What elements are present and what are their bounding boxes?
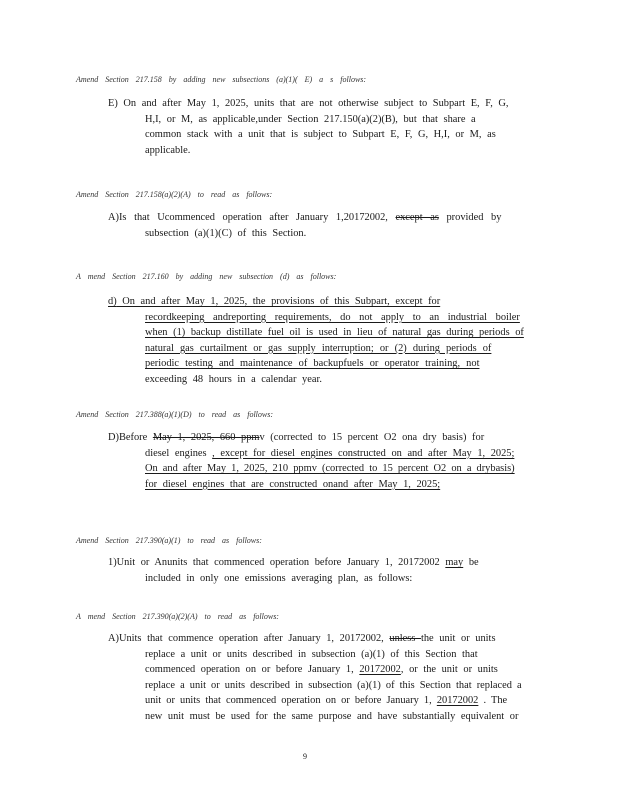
text-line — [145, 571, 479, 587]
inserted-text: On and after May 1, 2025, 210 ppmv (corrected to 15 percent O2 on a drybasis) — [145, 463, 515, 474]
text-line — [145, 112, 509, 128]
text-line — [145, 662, 522, 678]
text-line — [145, 356, 524, 372]
amendment-text-3 — [108, 294, 524, 387]
text-segment: v (corrected to 15 percent O2 ona dry basis) for — [259, 432, 485, 443]
amendment-text-2 — [108, 210, 501, 241]
text-segment: A)Units that commence operation after January 1, 20172002, — [108, 633, 390, 644]
text-line — [108, 96, 509, 112]
text-line — [145, 310, 524, 326]
amendment-text-1 — [108, 96, 509, 158]
text-line — [108, 631, 522, 647]
inserted-text: recordkeeping andreporting requirements, do not apply to an industrial boiler — [145, 311, 520, 323]
page-number: 9 — [303, 752, 307, 761]
text-segment: subsection (a)(1)(C) of this Section. — [145, 227, 307, 239]
text-segment: units that commenced operation before January 1, 20172002 — [167, 557, 446, 568]
text-line — [145, 341, 524, 357]
amendment-header-3: A mend Section 217.160 by adding new subsection (d) as follows: — [76, 272, 337, 281]
text-segment: diesel engines — [145, 447, 213, 459]
text-line — [145, 127, 509, 143]
inserted-text: may — [445, 557, 464, 568]
inserted-text: for diesel engines that are constructed onand after May 1, 2025; — [145, 478, 441, 490]
text-line — [145, 678, 522, 694]
text-segment: , or the unit or units — [400, 664, 498, 675]
text-segment: common stack with a unit that is subject to Subpart E, F, G, H,I, or M, as — [145, 129, 496, 140]
text-line — [145, 372, 524, 388]
deleted-text: May 1, 2025, 660 ppm — [152, 432, 260, 443]
text-line — [145, 143, 509, 159]
text-segment: applicable. — [145, 144, 191, 156]
text-segment: unit or units that commenced operation on or before January 1, — [145, 695, 437, 706]
deleted-text: unless — [389, 633, 421, 644]
amendment-text-4 — [108, 430, 515, 492]
inserted-text: , except for diesel engines constructed on and after May 1, 2025; — [212, 447, 515, 459]
text-line — [145, 461, 515, 477]
text-line — [108, 210, 501, 226]
text-line — [145, 709, 522, 725]
text-line — [145, 446, 515, 462]
text-line — [108, 294, 524, 310]
text-segment: provided by — [438, 212, 502, 223]
text-segment: D)Before — [108, 432, 153, 443]
text-segment: replace a unit or units described in subsection (a)(1) of this Section that — [145, 648, 478, 660]
inserted-text: 20172002 — [436, 695, 479, 706]
inserted-text: 20172002 — [359, 664, 401, 675]
amendment-header-5: Amend Section 217.390(a)(1) to read as follows: — [76, 536, 262, 545]
amendment-header-6: A mend Section 217.390(a)(2)(A) to read as follows: — [76, 612, 279, 621]
inserted-text: d) — [108, 296, 117, 307]
text-segment: . The — [478, 695, 508, 706]
text-line — [145, 325, 524, 341]
text-segment: E) On and after May 1, 2025, units that are not otherwise subject to Subpart E, F, G, — [108, 98, 509, 109]
text-segment: new unit must be used for the same purpose and have substantially equivalent or — [145, 710, 519, 722]
text-segment: replace a unit or units described in subsection (a)(1) of this Section that replaced a — [145, 679, 522, 691]
text-line — [145, 647, 522, 663]
text-segment: commenced operation on or before January 1, — [145, 664, 360, 675]
text-line — [108, 555, 479, 571]
text-segment: exceeding 48 hours in a calendar year. — [145, 373, 322, 385]
text-segment: A)Is that Uc — [108, 212, 170, 223]
text-line — [145, 693, 522, 709]
amendment-header-1: Amend Section 217.158 by adding new subsections (a)(1)( E) a s follows: — [76, 75, 367, 84]
text-line — [145, 226, 501, 242]
inserted-text: On and after May 1, 2025, the provisions of this Subpart, except for — [116, 296, 441, 307]
amendment-text-5 — [108, 555, 479, 586]
inserted-text: when (1) backup distillate fuel oil is used in lieu of natural gas during periods of — [145, 327, 524, 338]
text-segment: be — [463, 557, 479, 568]
text-segment: H,I, or M, as applicable,under Section 217.150(a)(2)(B), but that share a — [145, 113, 476, 125]
text-segment: ommenced operation after January 1,20172002, — [169, 212, 396, 223]
amendment-header-4: Amend Section 217.388(a)(1)(D) to read as follows: — [76, 410, 274, 419]
text-segment: included in only one emissions averaging plan, as follows: — [145, 572, 413, 584]
text-segment: 1)Unit or An — [108, 557, 168, 568]
text-line — [145, 477, 515, 493]
text-segment: the unit or units — [420, 633, 496, 644]
text-line — [108, 430, 515, 446]
deleted-text: except as — [395, 212, 439, 223]
amendment-text-6 — [108, 631, 522, 724]
inserted-text: natural gas curtailment or gas supply interruption; or (2) during periods of — [145, 342, 492, 354]
amendment-header-2: Amend Section 217.158(a)(2)(A) to read as follows: — [76, 190, 273, 199]
inserted-text: periodic testing and maintenance of backupfuels or operator training, not — [145, 358, 480, 369]
